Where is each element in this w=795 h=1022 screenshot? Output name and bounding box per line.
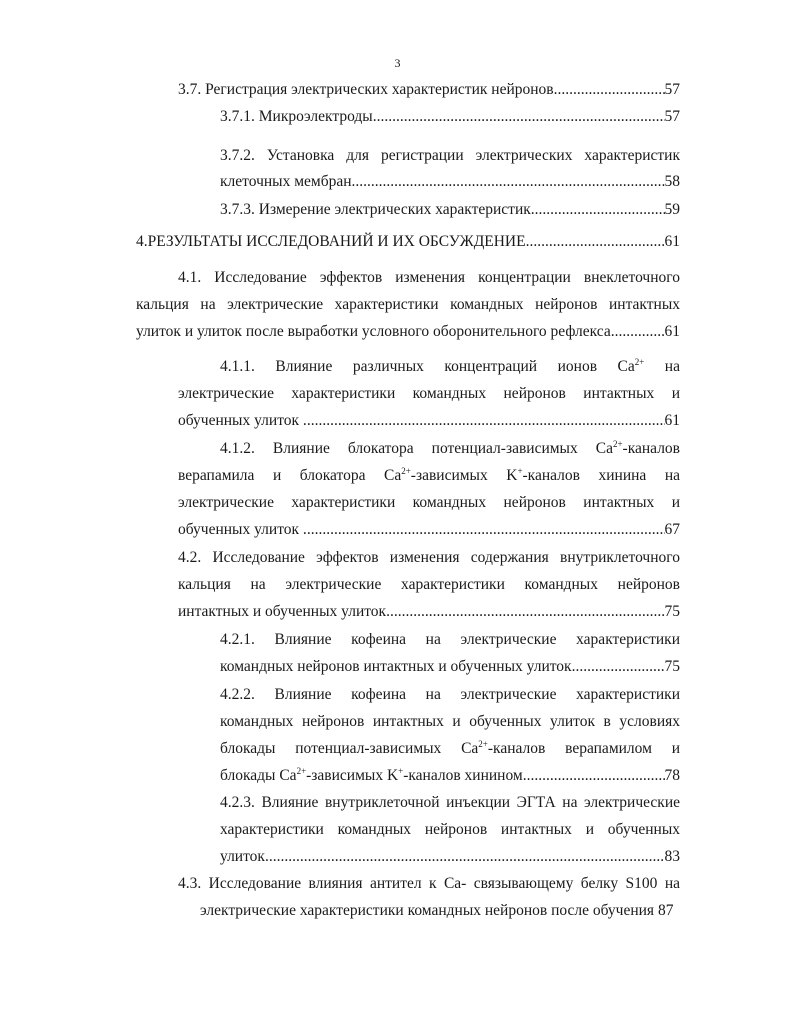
superscript: 2+ — [634, 357, 645, 367]
toc-entry-4-1-line1[interactable]: 4.1. Исследование эффектов изменения концентрации внеклеточного — [178, 269, 680, 286]
text-part: верапамила и блокатора Ca — [178, 467, 402, 484]
toc-entry-text: 3.7. Регистрация электрических характеристик нейронов — [178, 81, 554, 98]
toc-entry-4-1-2-line3[interactable]: электрические характеристики командных нейронов интактных и — [178, 494, 680, 511]
toc-entry-4-2-2-line2[interactable]: командных нейронов интактных и обученных улиток в условиях — [220, 713, 680, 730]
leader-dots — [523, 766, 665, 785]
toc-page-number: 75 — [664, 658, 680, 675]
toc-entry-text: обученных улиток . — [178, 412, 307, 429]
toc-page-number: 61 — [664, 323, 680, 340]
toc-entry-4-1-2-line2[interactable] — [178, 466, 680, 485]
text-part: блокады Ca — [220, 767, 297, 784]
toc-page-number: 83 — [664, 848, 680, 865]
toc-page-number: 58 — [664, 173, 680, 190]
leader-dots — [352, 172, 665, 191]
toc-page-number: 57 — [664, 81, 680, 98]
toc-page-number: 57 — [664, 108, 680, 125]
text-part: -зависимых K — [410, 467, 518, 484]
toc-page-number: 59 — [664, 201, 680, 218]
leader-dots — [373, 107, 665, 126]
toc-entry-text: 3.7.3. Измерение электрических характеристик — [220, 201, 531, 218]
superscript: + — [517, 466, 523, 476]
toc-entry-3-7-1[interactable] — [220, 107, 680, 126]
toc-entry-4-1-2[interactable] — [178, 520, 680, 539]
toc-entry-4-2-3-line1[interactable]: 4.2.3. Влияние внутриклеточной инъекции ЭГТА на электрические — [220, 794, 680, 811]
toc-entry-3-7-2-line1[interactable]: 3.7.2. Установка для регистрации электрических характеристик — [220, 147, 680, 164]
toc-entry-4-2-1-line1[interactable]: 4.2.1. Влияние кофеина на электрические характеристики — [220, 631, 680, 648]
toc-entry-4-2-line1[interactable]: 4.2. Исследование эффектов изменения содержания внутриклеточного — [178, 549, 680, 566]
superscript: 2+ — [296, 766, 307, 776]
toc-entry-4-2-line2[interactable]: кальция на электрические характеристики командных нейронов — [178, 576, 680, 593]
toc-entry-4-2[interactable] — [178, 602, 680, 621]
toc-entry-text: 3.7.1. Микроэлектроды — [220, 108, 373, 125]
toc-entry-text: 4.РЕЗУЛЬТАТЫ ИССЛЕДОВАНИЙ И ИХ ОБСУЖДЕНИЕ — [136, 233, 526, 250]
toc-entry-text: улиток — [220, 848, 265, 865]
toc-page-number: 67 — [664, 521, 680, 538]
toc-entry-4-1-1-line2[interactable]: электрические характеристики командных нейронов интактных и — [178, 385, 680, 402]
toc-entry-3-7-3[interactable] — [220, 200, 680, 219]
leader-dots — [307, 411, 665, 430]
toc-entry-4[interactable] — [136, 232, 680, 251]
text-part: -каналов верапамилом и — [487, 740, 680, 757]
page-number: 3 — [394, 56, 401, 70]
toc-entry-4-2-1[interactable] — [220, 657, 680, 676]
leader-dots — [531, 200, 665, 219]
toc-entry-3-7[interactable] — [178, 80, 680, 99]
toc-entry-4-1-line2[interactable]: кальция на электрические характеристики командных нейронов интактных — [136, 296, 680, 313]
leader-dots — [554, 80, 665, 99]
toc-entry-text: обученных улиток . — [178, 521, 307, 538]
superscript: + — [398, 766, 404, 776]
toc-page-number: 75 — [664, 603, 680, 620]
leader-dots — [265, 847, 665, 866]
toc-entry-4-2-3[interactable] — [220, 847, 680, 866]
toc-entry-4-1[interactable] — [136, 322, 680, 341]
superscript: 2+ — [612, 439, 623, 449]
text-part: 4.1.2. Влияние блокатора потенциал-зависимых Ca — [220, 440, 613, 457]
text-part: на — [644, 358, 680, 375]
superscript: 2+ — [478, 739, 488, 749]
leader-dots — [307, 520, 665, 539]
text-part: -каналов — [622, 440, 680, 457]
toc-entry-text: клеточных мембран — [220, 173, 352, 190]
text-part: -каналов хинина на — [522, 467, 680, 484]
text-part: 4.1.1. Влияние различных концентраций ионов Ca — [220, 358, 635, 375]
text-part: -зависимых K — [306, 767, 399, 784]
toc-entry-4-1-2-line1[interactable] — [220, 439, 680, 458]
toc-page-number: 78 — [664, 767, 680, 784]
toc-entry-4-2-2[interactable] — [220, 766, 680, 785]
leader-dots — [572, 657, 665, 676]
text-part: блокады потенциал-зависимых Ca — [220, 740, 479, 757]
toc-page-number: 61 — [664, 412, 680, 429]
toc-entry-3-7-2[interactable] — [220, 172, 680, 191]
toc-entry-text: командных нейронов интактных и обученных улиток — [220, 658, 572, 675]
toc-entry-4-2-3-line2[interactable]: характеристики командных нейронов интактных и обученных — [220, 821, 680, 838]
toc-entry-text — [220, 766, 523, 785]
toc-entry-4-1-1-line1[interactable] — [220, 357, 680, 376]
text-part: -каналов хинином — [403, 767, 523, 784]
toc-entry-4-1-1[interactable] — [178, 411, 680, 430]
toc-entry-4-3-line1[interactable]: 4.3. Исследование влияния антител к Ca- связывающему белку S100 на — [178, 875, 680, 892]
toc-entry-4-3-line2[interactable]: электрические характеристики командных нейронов после обучения 87 — [200, 902, 674, 919]
toc-entry-text: улиток и улиток после выработки условного оборонительного рефлекса — [136, 323, 611, 340]
leader-dots — [526, 232, 665, 251]
leader-dots — [611, 322, 665, 341]
toc-entry-text: интактных и обученных улиток — [178, 603, 387, 620]
toc-page-number: 61 — [664, 233, 680, 250]
toc-entry-4-2-2-line1[interactable]: 4.2.2. Влияние кофеина на электрические характеристики — [220, 686, 680, 703]
toc-entry-4-2-2-line3[interactable] — [220, 739, 680, 758]
leader-dots — [386, 602, 664, 621]
superscript: 2+ — [401, 466, 411, 476]
